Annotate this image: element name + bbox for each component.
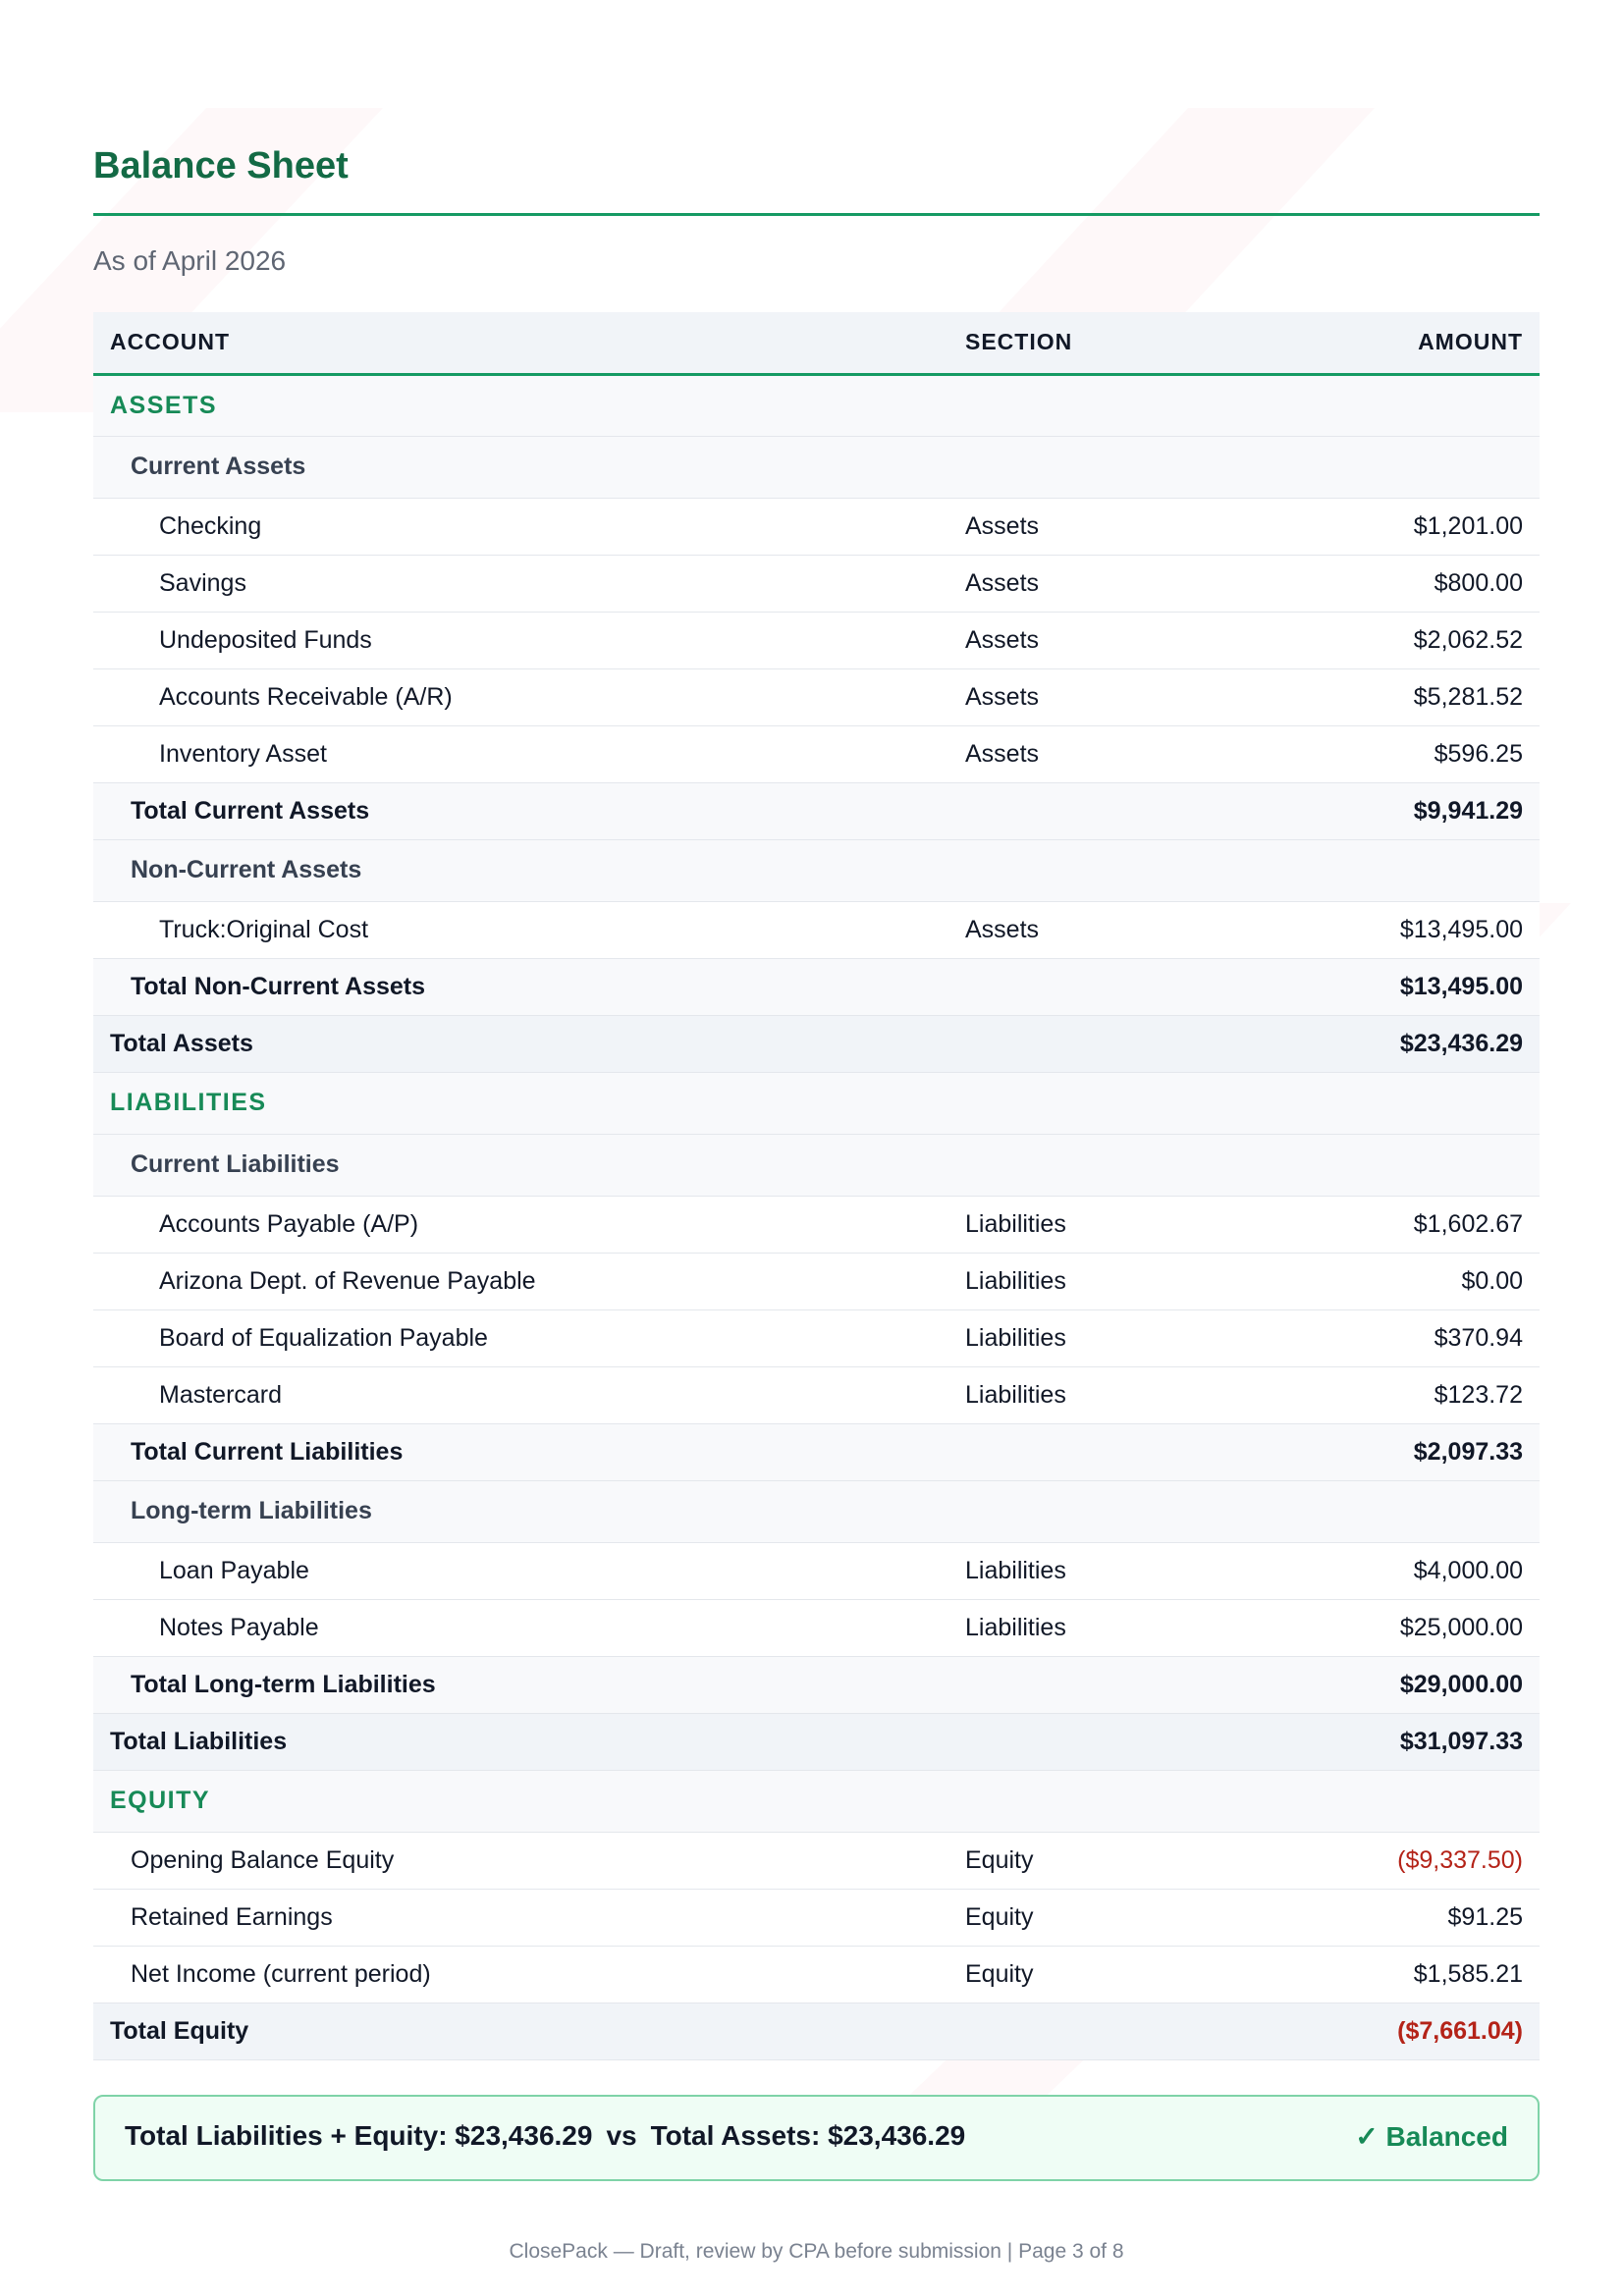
table-row bbox=[93, 555, 1540, 612]
total-row bbox=[93, 2002, 1540, 2059]
table-row bbox=[93, 1946, 1540, 2002]
table-row bbox=[93, 1832, 1540, 1889]
section-cell bbox=[948, 1656, 1282, 1713]
table-row bbox=[93, 901, 1540, 958]
amount-cell bbox=[1282, 1134, 1540, 1196]
section-header-row bbox=[93, 1072, 1540, 1134]
amount-cell bbox=[1282, 839, 1540, 901]
section-cell bbox=[948, 374, 1282, 436]
amount-cell: ($9,337.50) bbox=[1397, 1845, 1523, 1874]
table-row bbox=[93, 725, 1540, 782]
amount-cell: $0.00 bbox=[1461, 1266, 1523, 1295]
section-cell bbox=[948, 1072, 1282, 1134]
total-assets-summary: Total Assets: $23,436.29 bbox=[650, 2120, 966, 2151]
amount-cell: $2,062.52 bbox=[1413, 625, 1523, 654]
account-cell: Total Assets bbox=[110, 1029, 253, 1057]
section-cell bbox=[948, 782, 1282, 839]
balance-check-summary bbox=[125, 2120, 965, 2152]
amount-cell bbox=[1282, 1480, 1540, 1542]
subtotal-row bbox=[93, 1656, 1540, 1713]
page-title: Balance Sheet bbox=[93, 145, 349, 187]
section-cell: Liabilities bbox=[965, 1209, 1066, 1238]
amount-cell: $31,097.33 bbox=[1399, 1727, 1523, 1755]
table-row bbox=[93, 1366, 1540, 1423]
amount-cell: $9,941.29 bbox=[1413, 796, 1523, 825]
account-cell: Total Non-Current Assets bbox=[131, 972, 426, 1000]
page-footer: ClosePack — Draft, review by CPA before submission | Page 3 of 8 bbox=[509, 2240, 1124, 2263]
table-header-row bbox=[93, 312, 1540, 374]
section-cell: Assets bbox=[965, 739, 1040, 768]
amount-cell: $1,585.21 bbox=[1413, 1959, 1523, 1988]
table-row bbox=[93, 1542, 1540, 1599]
account-cell: Undeposited Funds bbox=[159, 625, 372, 654]
account-cell: Total Current Liabilities bbox=[131, 1437, 404, 1466]
amount-cell: $13,495.00 bbox=[1399, 915, 1523, 943]
table-body bbox=[93, 374, 1540, 2059]
group-header-row bbox=[93, 1480, 1540, 1542]
account-cell: Board of Equalization Payable bbox=[159, 1323, 488, 1352]
amount-cell: $1,201.00 bbox=[1413, 511, 1523, 540]
section-header-row bbox=[93, 1770, 1540, 1832]
account-cell: EQUITY bbox=[110, 1787, 211, 1814]
subtotal-row bbox=[93, 782, 1540, 839]
balanced-status-badge: ✓ Balanced bbox=[1355, 2121, 1508, 2152]
group-header-row bbox=[93, 1134, 1540, 1196]
group-header-row bbox=[93, 436, 1540, 498]
section-cell: Liabilities bbox=[965, 1556, 1066, 1584]
section-cell: Liabilities bbox=[965, 1266, 1066, 1295]
account-cell: Notes Payable bbox=[159, 1613, 319, 1641]
section-cell bbox=[948, 1480, 1282, 1542]
account-cell: Loan Payable bbox=[159, 1556, 309, 1584]
section-cell: Assets bbox=[965, 625, 1040, 654]
section-cell: Liabilities bbox=[965, 1613, 1066, 1641]
table-row bbox=[93, 1253, 1540, 1309]
amount-cell: $25,000.00 bbox=[1399, 1613, 1523, 1641]
amount-cell: $2,097.33 bbox=[1413, 1437, 1523, 1466]
account-cell: Total Current Assets bbox=[131, 796, 370, 825]
account-cell: Opening Balance Equity bbox=[131, 1845, 395, 1874]
section-cell: Equity bbox=[965, 1959, 1034, 1988]
account-cell: Current Assets bbox=[131, 453, 306, 480]
account-cell: Retained Earnings bbox=[131, 1902, 333, 1931]
amount-cell bbox=[1282, 436, 1540, 498]
total-liabilities-equity: Total Liabilities + Equity: $23,436.29 bbox=[125, 2120, 593, 2151]
section-cell bbox=[948, 958, 1282, 1015]
amount-cell: $13,495.00 bbox=[1399, 972, 1523, 1000]
account-cell: ASSETS bbox=[110, 391, 218, 419]
amount-cell: $29,000.00 bbox=[1399, 1670, 1523, 1698]
section-cell bbox=[948, 436, 1282, 498]
balance-sheet-table bbox=[93, 312, 1540, 2060]
account-cell: Non-Current Assets bbox=[131, 856, 362, 883]
total-row bbox=[93, 1713, 1540, 1770]
account-cell: LIABILITIES bbox=[110, 1089, 267, 1116]
table-row bbox=[93, 668, 1540, 725]
table-row bbox=[93, 1196, 1540, 1253]
group-header-row bbox=[93, 839, 1540, 901]
account-cell: Total Liabilities bbox=[110, 1727, 288, 1755]
section-cell: Equity bbox=[965, 1902, 1034, 1931]
account-cell: Accounts Payable (A/P) bbox=[159, 1209, 419, 1238]
amount-cell: $800.00 bbox=[1434, 568, 1523, 597]
amount-cell: $596.25 bbox=[1434, 739, 1523, 768]
amount-cell: $4,000.00 bbox=[1413, 1556, 1523, 1584]
account-cell: Total Equity bbox=[110, 2016, 249, 2045]
account-cell: Accounts Receivable (A/R) bbox=[159, 682, 453, 711]
amount-cell: $23,436.29 bbox=[1399, 1029, 1523, 1057]
section-cell: Liabilities bbox=[965, 1323, 1066, 1352]
header-section: SECTION bbox=[948, 312, 1282, 374]
amount-cell bbox=[1282, 1770, 1540, 1832]
section-cell: Equity bbox=[965, 1845, 1034, 1874]
versus-label: vs bbox=[606, 2120, 637, 2151]
amount-cell: $123.72 bbox=[1434, 1380, 1523, 1409]
account-cell: Truck:Original Cost bbox=[159, 915, 369, 943]
account-cell: Savings bbox=[159, 568, 246, 597]
account-cell: Inventory Asset bbox=[159, 739, 327, 768]
section-cell: Assets bbox=[965, 682, 1040, 711]
section-cell: Liabilities bbox=[965, 1380, 1066, 1409]
section-cell: Assets bbox=[965, 915, 1040, 943]
table-row bbox=[93, 498, 1540, 555]
section-cell: Assets bbox=[965, 511, 1040, 540]
account-cell: Total Long-term Liabilities bbox=[131, 1670, 436, 1698]
amount-cell: $1,602.67 bbox=[1413, 1209, 1523, 1238]
section-cell bbox=[948, 1770, 1282, 1832]
amount-cell bbox=[1282, 374, 1540, 436]
amount-cell: $91.25 bbox=[1447, 1902, 1523, 1931]
section-cell: Assets bbox=[965, 568, 1040, 597]
total-row bbox=[93, 1015, 1540, 1072]
account-cell: Checking bbox=[159, 511, 262, 540]
section-cell bbox=[948, 1015, 1282, 1072]
balance-check-banner bbox=[93, 2095, 1540, 2181]
table-row bbox=[93, 612, 1540, 668]
account-cell: Current Liabilities bbox=[131, 1150, 340, 1178]
section-cell bbox=[948, 1713, 1282, 1770]
title-divider bbox=[93, 213, 1540, 216]
amount-cell bbox=[1282, 1072, 1540, 1134]
table-row bbox=[93, 1309, 1540, 1366]
table-row bbox=[93, 1599, 1540, 1656]
section-cell bbox=[948, 1423, 1282, 1480]
table-row bbox=[93, 1889, 1540, 1946]
account-cell: Mastercard bbox=[159, 1380, 283, 1409]
amount-cell: ($7,661.04) bbox=[1397, 2016, 1523, 2045]
report-date: As of April 2026 bbox=[93, 245, 287, 276]
account-cell: Arizona Dept. of Revenue Payable bbox=[159, 1266, 536, 1295]
section-cell bbox=[948, 1134, 1282, 1196]
account-cell: Net Income (current period) bbox=[131, 1959, 431, 1988]
amount-cell: $370.94 bbox=[1434, 1323, 1523, 1352]
subtotal-row bbox=[93, 1423, 1540, 1480]
section-cell bbox=[948, 2002, 1282, 2059]
section-cell bbox=[948, 839, 1282, 901]
header-amount: AMOUNT bbox=[1282, 312, 1540, 374]
account-cell: Long-term Liabilities bbox=[131, 1497, 372, 1524]
header-account: ACCOUNT bbox=[93, 312, 948, 374]
amount-cell: $5,281.52 bbox=[1413, 682, 1523, 711]
section-header-row bbox=[93, 374, 1540, 436]
subtotal-row bbox=[93, 958, 1540, 1015]
